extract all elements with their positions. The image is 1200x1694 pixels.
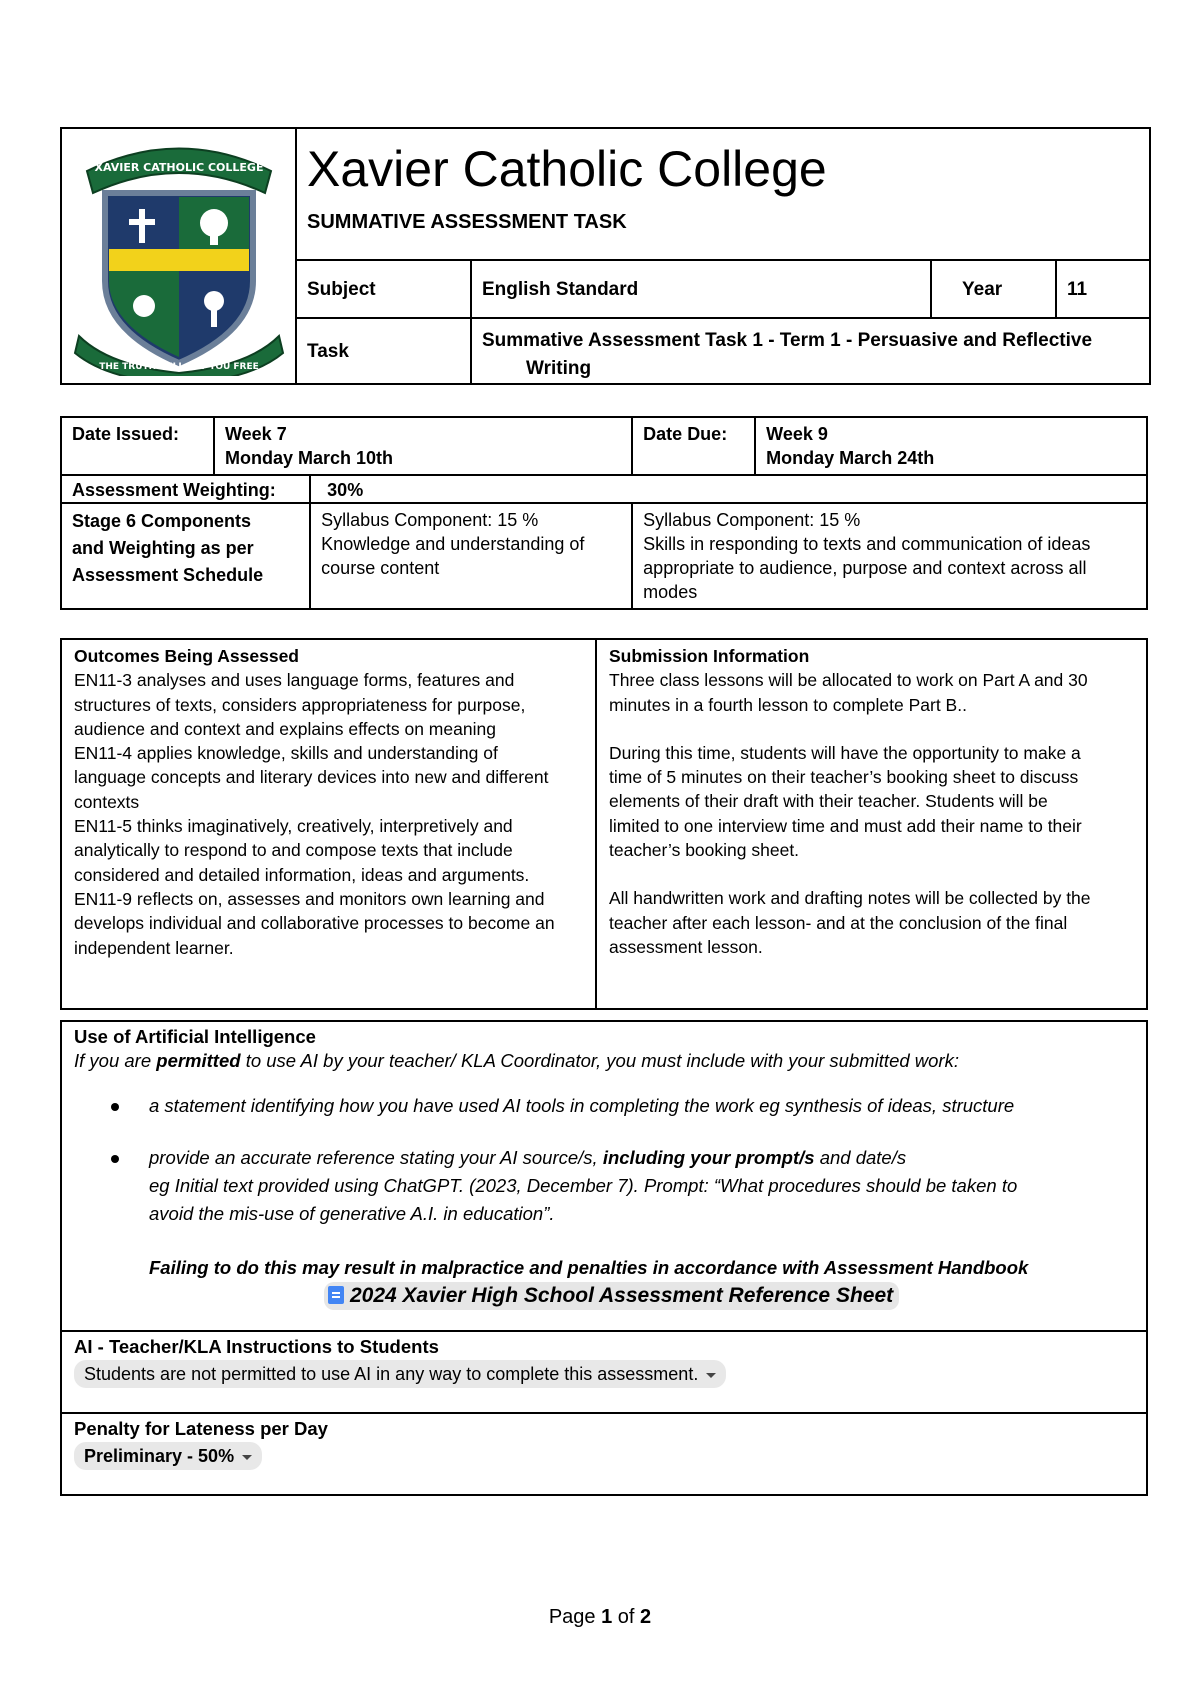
submission-cell [596, 639, 1147, 1009]
date-due-value [755, 417, 1147, 475]
chevron-down-icon [706, 1373, 716, 1378]
ai-intro-text: If you are [74, 1050, 157, 1071]
submission-line: minutes in a fourth lesson to complete Part B.. [609, 694, 967, 715]
ai-title: Use of Artificial Intelligence [74, 1026, 316, 1047]
outcome-line: language concepts and literary devices into new and different [74, 767, 549, 788]
outcome-line: structures of texts, considers appropriateness for purpose, [74, 694, 526, 715]
reference-chip-row [149, 1282, 1134, 1310]
dates-table [60, 416, 1148, 610]
chevron-down-icon [242, 1455, 252, 1460]
task-value-line1: Summative Assessment Task 1 - Term 1 - Persuasive and Reflective [482, 330, 1093, 351]
page-total: 2 [640, 1606, 652, 1628]
outcome-line: EN11-4 applies knowledge, skills and understanding of [74, 743, 498, 764]
of-word: of [617, 1606, 635, 1628]
penalty-dropdown[interactable] [74, 1442, 262, 1470]
submission-line: Three class lessons will be allocated to work on Part A and 30 [609, 670, 1088, 691]
task-value-line2: Writing [526, 358, 592, 379]
page-footer [0, 1606, 1200, 1629]
year-label: Year [931, 260, 1056, 318]
ai-intro-emphasis: permitted [156, 1050, 241, 1071]
ai-warning: Failing to do this may result in malpractice and penalties in accordance with Assessment Handbook [149, 1257, 1029, 1278]
outcome-line: EN11-3 analyses and uses language forms, features and [74, 670, 515, 691]
penalty-title: Penalty for Lateness per Day [74, 1418, 328, 1439]
ai-instructions-title: AI - Teacher/KLA Instructions to Students [74, 1336, 439, 1357]
component-1-title: Syllabus Component: 15 % [321, 510, 539, 530]
submission-line: teacher’s booking sheet. [609, 840, 800, 861]
date-issued-label: Date Issued: [61, 417, 214, 475]
outcome-line: contexts [74, 791, 140, 812]
ai-bullet-2 [74, 1144, 1134, 1310]
ai-bullet-1 [74, 1092, 1134, 1120]
components-label-line: Stage 6 Components [72, 511, 252, 531]
task-label: Task [296, 318, 471, 384]
penalty-value: Preliminary - 50% [84, 1446, 235, 1466]
logo-cell [61, 128, 296, 384]
submission-line: time of 5 minutes on their teacher’s booking sheet to discuss [609, 767, 1079, 788]
ai-bullet-2-text: and date/s [814, 1147, 907, 1168]
page-word: Page [548, 1606, 596, 1628]
college-crest-logo [69, 131, 289, 376]
submission-line: elements of their draft with their teacher. Students will be [609, 791, 1048, 812]
component-1 [310, 503, 632, 609]
ai-bullet-2-example: eg Initial text provided using ChatGPT. (2023, December 7). Prompt: “What procedures should be taken to [149, 1175, 1018, 1196]
component-2-text: Skills in responding to texts and communication of ideas [643, 534, 1091, 554]
date-due-label: Date Due: [632, 417, 755, 475]
outcomes-cell [61, 639, 596, 1009]
ai-intro-text: to use AI by your teacher/ KLA Coordinator, you must include with your submitted work: [240, 1050, 959, 1071]
outcome-line: analytically to respond to and compose texts that include [74, 840, 513, 861]
subject-label: Subject [296, 260, 471, 318]
ai-bullet-2-text: provide an accurate reference stating your AI source/s, [149, 1147, 603, 1168]
component-1-text: course content [321, 558, 440, 578]
logo-motto-bottom: THE TRUTH WILL SET YOU FREE [98, 362, 259, 372]
penalty-cell [61, 1413, 1147, 1495]
college-name: Xavier Catholic College [307, 141, 827, 197]
component-1-text: Knowledge and understanding of [321, 534, 585, 554]
subject-value: English Standard [471, 260, 931, 318]
ai-intro [74, 1050, 1134, 1072]
components-label [61, 503, 310, 609]
date-issued-week: Week 7 [225, 424, 287, 444]
weighting-value: 30% [310, 475, 1147, 503]
year-value: 11 [1056, 260, 1150, 318]
outcome-line: audience and context and explains effects on meaning [74, 718, 496, 739]
components-label-line: Assessment Schedule [72, 565, 264, 585]
outcome-line: considered and detailed information, ideas and arguments. [74, 864, 530, 885]
bullet-icon [111, 1103, 119, 1111]
header-table [60, 127, 1151, 385]
date-issued-date: Monday March 10th [225, 448, 394, 468]
task-type: SUMMATIVE ASSESSMENT TASK [307, 211, 627, 233]
ai-usage-cell [61, 1021, 1147, 1331]
date-due-date: Monday March 24th [766, 448, 935, 468]
ai-instructions-dropdown[interactable] [74, 1360, 726, 1388]
component-2-title: Syllabus Component: 15 % [643, 510, 861, 530]
ai-bullet-1-text: a statement identifying how you have used AI tools in completing the work eg synthesis of ideas, structure [149, 1095, 1015, 1116]
outcomes-table [60, 638, 1148, 1010]
component-2 [632, 503, 1147, 609]
outcome-line: EN11-5 thinks imaginatively, creatively, interpretively and [74, 816, 513, 837]
bullet-icon [111, 1155, 119, 1163]
reference-sheet-link[interactable] [324, 1282, 899, 1310]
outcome-line: EN11-9 reflects on, assesses and monitors own learning and [74, 888, 545, 909]
component-2-text: appropriate to audience, purpose and context across all [643, 558, 1087, 578]
outcome-line: develops individual and collaborative processes to become an [74, 913, 555, 934]
ai-instructions-value: Students are not permitted to use AI in any way to complete this assessment. [84, 1364, 699, 1384]
outcomes-title: Outcomes Being Assessed [74, 646, 299, 666]
page-number: 1 [601, 1606, 613, 1628]
logo-motto-top: XAVIER CATHOLIC COLLEGE [94, 161, 263, 174]
task-value [471, 318, 1150, 384]
ai-bullet-2-emphasis: including your prompt/s [602, 1147, 815, 1168]
reference-sheet-label: 2024 Xavier High School Assessment Reference Sheet [350, 1284, 894, 1307]
ai-table [60, 1020, 1148, 1496]
submission-line: assessment lesson. [609, 936, 763, 957]
submission-line: All handwritten work and drafting notes will be collected by the [609, 888, 1091, 909]
submission-title: Submission Information [609, 646, 810, 666]
submission-line: limited to one interview time and must add their name to their [609, 815, 1082, 836]
outcome-line: independent learner. [74, 937, 234, 958]
date-due-week: Week 9 [766, 424, 828, 444]
component-2-text: modes [643, 582, 698, 602]
submission-line: During this time, students will have the opportunity to make a [609, 742, 1081, 763]
document-icon [328, 1286, 344, 1304]
date-issued-value [214, 417, 632, 475]
submission-line: teacher after each lesson- and at the conclusion of the final [609, 912, 1068, 933]
components-label-line: and Weighting as per [72, 538, 254, 558]
ai-instructions-cell [61, 1331, 1147, 1413]
college-title-cell [296, 128, 1150, 260]
ai-bullet-2-example: avoid the mis-use of generative A.I. in education”. [149, 1203, 555, 1224]
weighting-label: Assessment Weighting: [61, 475, 310, 503]
